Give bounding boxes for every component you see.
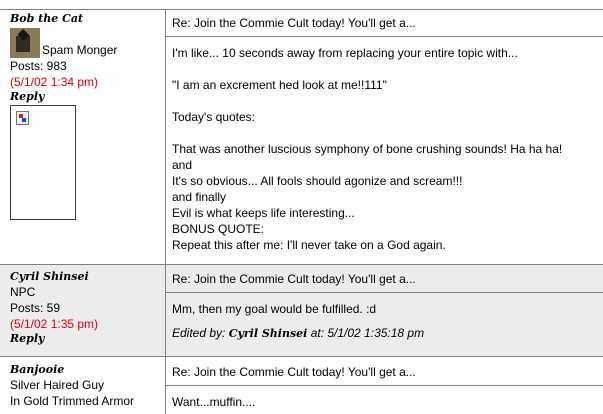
message-panel [166, 10, 603, 264]
body-line: "I am an excrement hed look at me!!111" [172, 78, 387, 92]
edited-by-name: Cyril Shinsei [228, 327, 308, 340]
author-name[interactable]: Cyril Shinsei [10, 270, 89, 283]
reply-link[interactable]: Reply [10, 90, 45, 103]
author-panel [0, 265, 166, 356]
post-subject: Re: Join the Commie Cult today! You'll get a... [166, 361, 603, 386]
body-line: I'm like... 10 seconds away from replacing your entire topic with... [172, 46, 518, 60]
signature-image-box [10, 105, 76, 220]
author-rank: Spam Monger [42, 43, 118, 57]
author-panel [0, 357, 166, 414]
post-subject: Re: Join the Commie Cult today! You'll get a... [166, 12, 603, 37]
message-panel [166, 357, 603, 414]
edited-suffix: at: 5/1/02 1:35:18 pm [310, 326, 425, 340]
author-rank-line: Silver Haired Guy [10, 378, 105, 392]
post-date: (5/1/02 1:35 pm) [10, 317, 99, 331]
body-line: BONUS QUOTE: [172, 222, 265, 236]
author-rank: NPC [10, 285, 36, 299]
author-panel [0, 10, 166, 264]
body-line: Want...muffin.... [172, 395, 256, 409]
author-name[interactable]: Bob the Cat [10, 12, 84, 25]
author-post-count: Posts: 59 [10, 301, 61, 315]
body-line: It's so obvious... All fools should agonize and scream!!! [172, 174, 463, 188]
post-cyril-shinsei [0, 264, 603, 356]
body-line: Evil is what keeps life interesting... [172, 206, 355, 220]
post-body [172, 37, 603, 253]
post-banjooie [0, 356, 603, 414]
body-line: Mm, then my goal would be fulfilled. :d [172, 302, 377, 316]
author-post-count: Posts: 983 [10, 59, 67, 73]
body-line: That was another luscious symphony of bone crushing sounds! Ha ha ha! [172, 142, 563, 156]
post-subject: Re: Join the Commie Cult today! You'll get a... [166, 268, 603, 293]
body-line: Repeat this after me: I'll never take on a God again. [172, 238, 446, 252]
edited-note [172, 325, 603, 342]
post-body [172, 386, 603, 410]
avatar [10, 28, 40, 58]
avatar-row [10, 26, 165, 58]
post-body [172, 293, 603, 342]
reply-link[interactable]: Reply [10, 332, 45, 345]
author-rank-line: In Gold Trimmed Armor [10, 394, 135, 408]
message-panel [166, 265, 603, 356]
post-date: (5/1/02 1:34 pm) [10, 75, 99, 89]
body-line: and finally [172, 190, 227, 204]
post-bob-the-cat [0, 9, 603, 264]
body-line: and [172, 158, 193, 172]
edited-prefix: Edited by: [172, 326, 226, 340]
author-name[interactable]: Banjooie [10, 363, 65, 376]
body-line: Today's quotes: [172, 110, 256, 124]
broken-image-icon [16, 111, 29, 125]
